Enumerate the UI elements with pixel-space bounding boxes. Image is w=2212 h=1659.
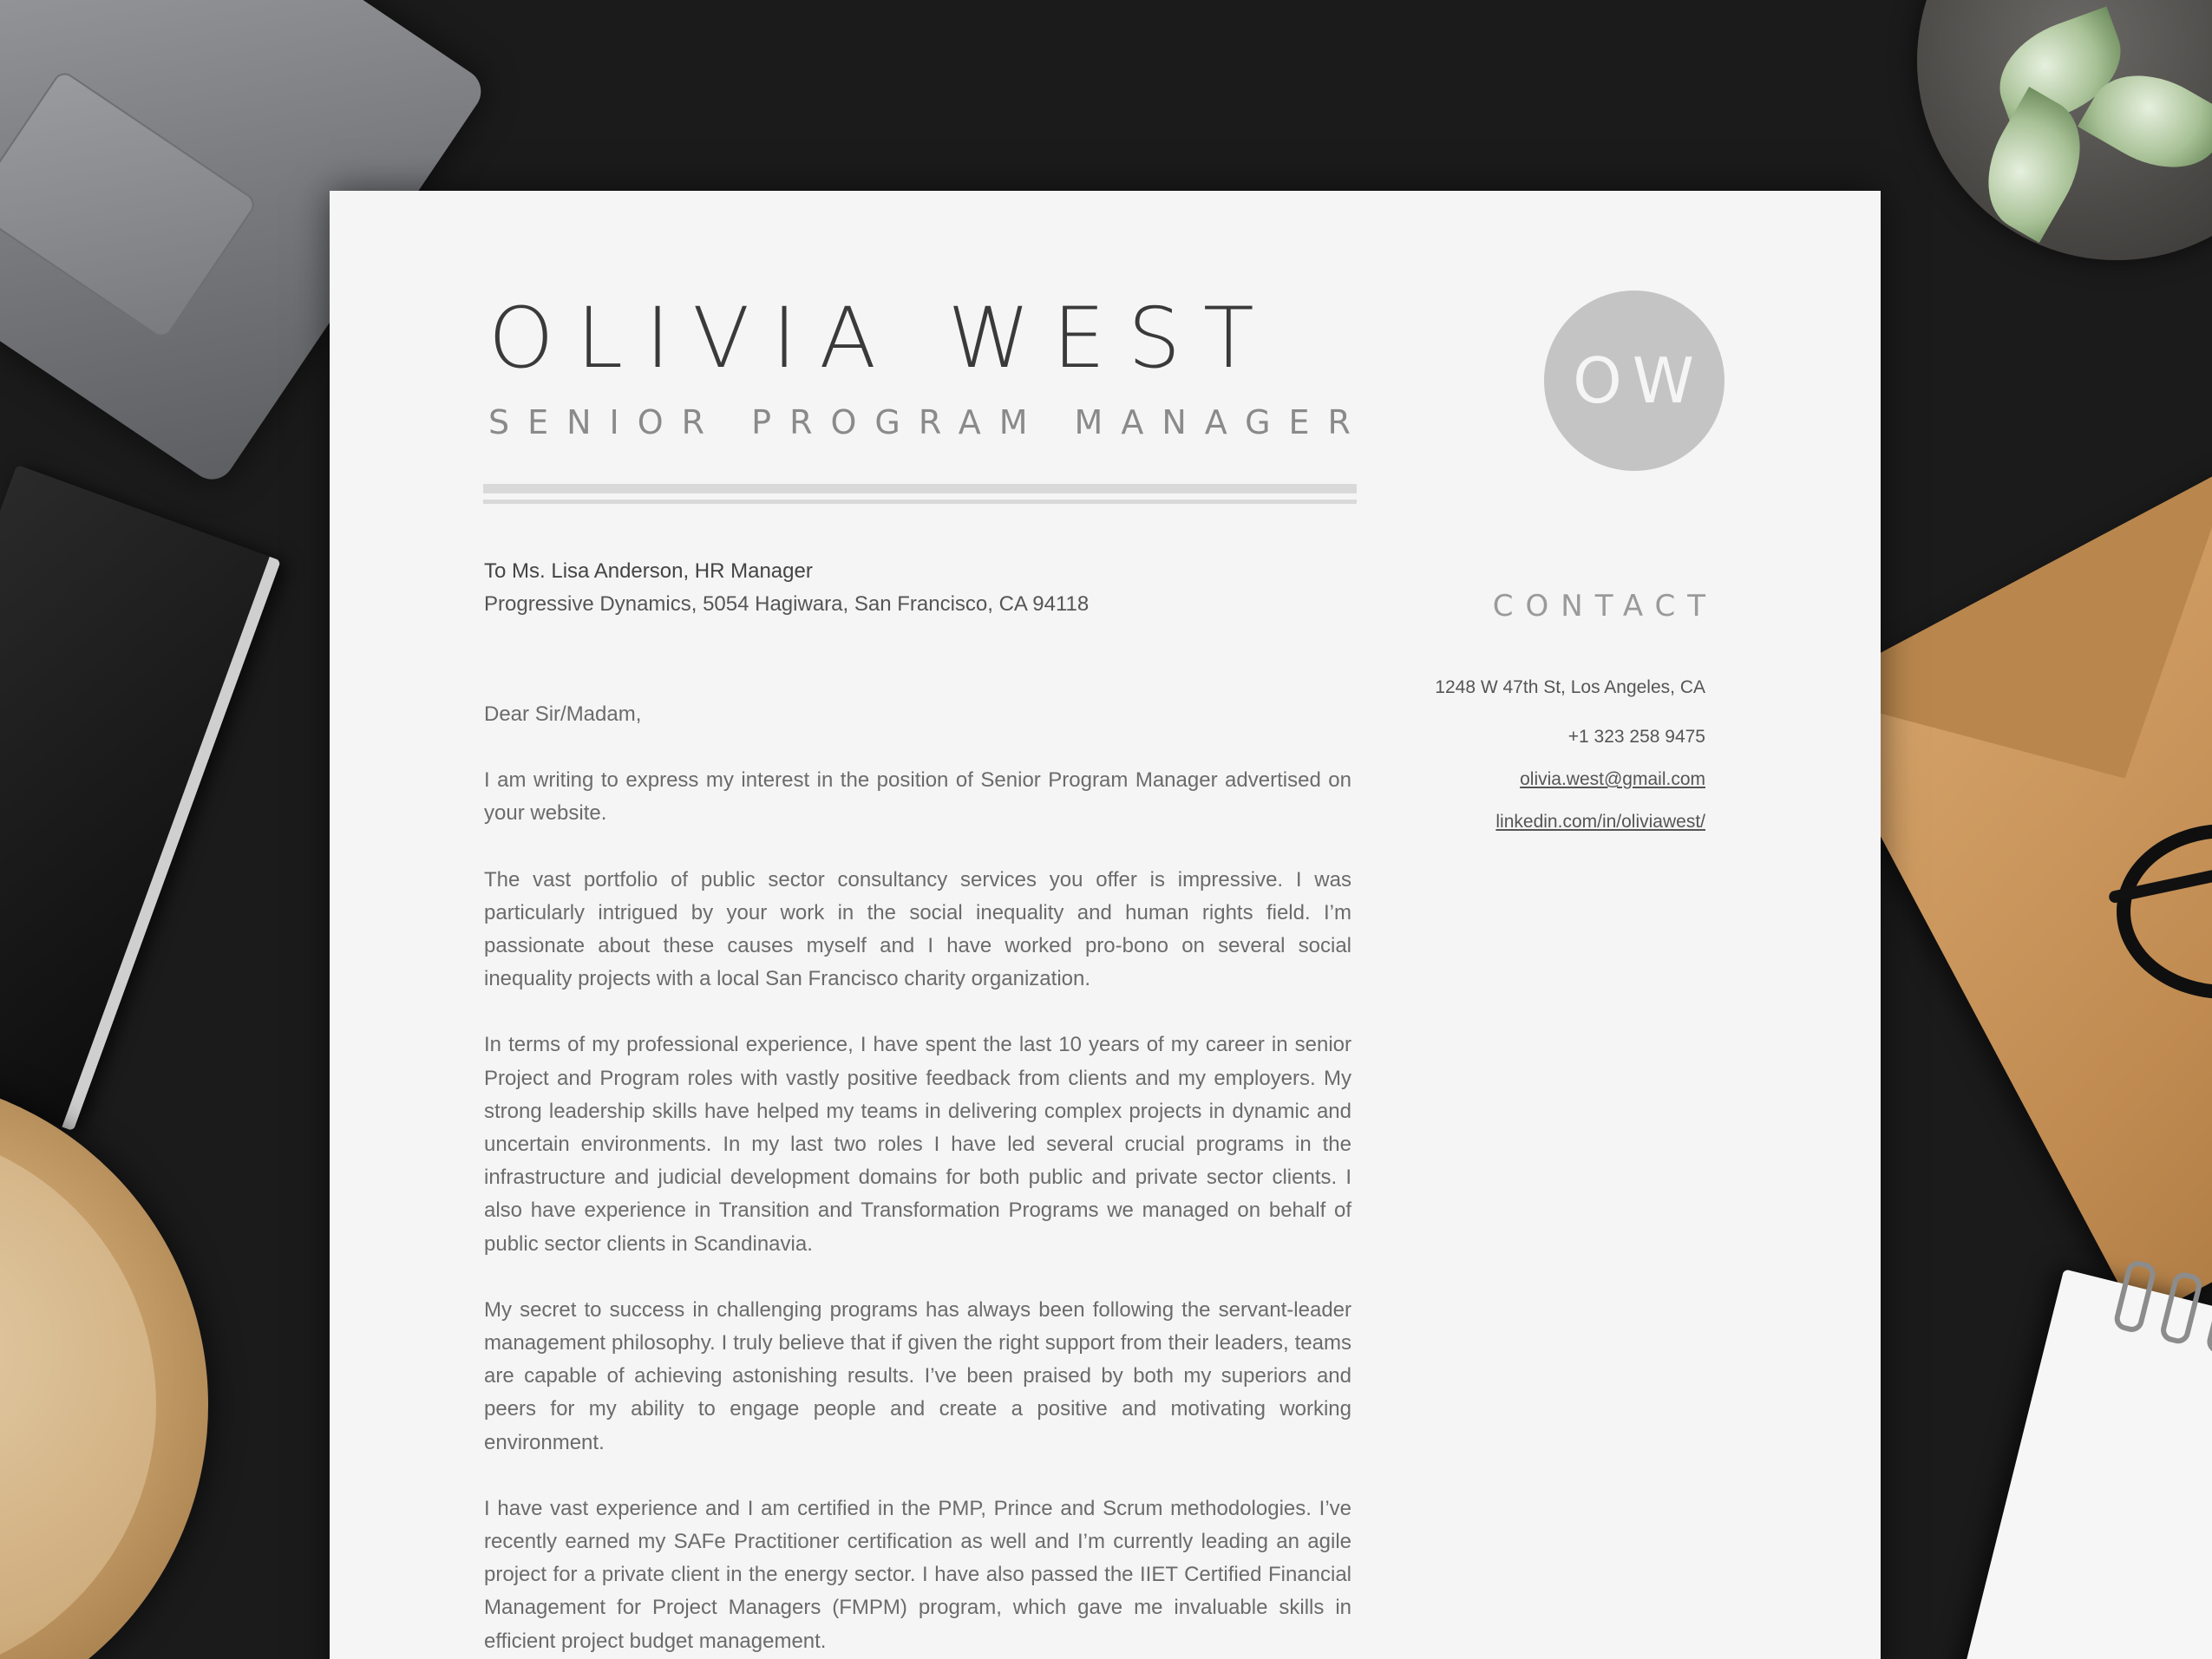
contact-phone: +1 323 258 9475 bbox=[1567, 727, 1705, 747]
header-divider-thin bbox=[483, 500, 1357, 504]
letter-paragraph: I have vast experience and I am certified in the PMP, Prince and Scrum methodologies. I’ve recently earned my SAFe Practitioner certification as well and I’m currently leading an agile project for a private client in the energy sector. I have also passed the IIET Certified Financial Management for Project Managers (FMPM) program, which gave me invaluable skills in efficient project budget management. bbox=[484, 1496, 1351, 1653]
header-divider-thick bbox=[483, 484, 1357, 493]
wooden-plate-decoration bbox=[0, 1075, 208, 1659]
recipient-address: Progressive Dynamics, 5054 Hagiwara, San Francisco, CA 94118 bbox=[484, 592, 1090, 616]
letter-paragraph: My secret to success in challenging programs has always been following the servant-leader management philosophy. I truly believe that if given the right support from their leaders, teams are capable of achieving astonishing results. I’ve been praised by both my superiors and peers for my ability to engage people and create a positive and motivating working environment. bbox=[484, 1297, 1351, 1454]
applicant-name: OLIVIA WEST bbox=[488, 290, 1277, 387]
contact-heading: CONTACT bbox=[1492, 589, 1718, 624]
spiral-ring bbox=[2204, 1282, 2212, 1358]
plant-leaf bbox=[1964, 87, 2104, 243]
contact-address: 1248 W 47th St, Los Angeles, CA bbox=[1435, 677, 1705, 697]
contact-list bbox=[1327, 666, 1705, 843]
monogram-initials: OW bbox=[1573, 344, 1705, 417]
letter-salutation: Dear Sir/Madam, bbox=[484, 702, 642, 726]
contact-linkedin-link[interactable]: linkedin.com/in/oliviawest/ bbox=[1495, 812, 1705, 832]
letter-paragraph: The vast portfolio of public sector consultancy services you offer is impressive. I was particularly intrigued by your work in the social inequality and human rights field. I’m passionate about these causes myself and I have worked pro-bono on several social inequality projects with a local San Francisco charity organization. bbox=[484, 867, 1351, 991]
letter-paragraph: In terms of my professional experience, I have spent the last 10 years of my career in senior Project and Program roles with vastly positive feedback from clients and my employers. My strong leadership skills have helped my teams in delivering complex projects in dynamic and uncertain environments. In my last two roles I have led several crucial programs in the infrastructure and judicial development domains for both public and private sector clients. I also have experience in Transition and Transformation Programs we managed on behalf of public sector clients in Scandinavia. bbox=[484, 1033, 1351, 1256]
recipient-name: To Ms. Lisa Anderson, HR Manager bbox=[484, 559, 813, 583]
spiral-notepad-decoration bbox=[1938, 1269, 2212, 1659]
cover-letter-page bbox=[330, 191, 1881, 1659]
laptop-trackpad bbox=[0, 69, 259, 341]
applicant-job-title: SENIOR PROGRAM MANAGER bbox=[488, 403, 1369, 441]
letter-paragraph: I am writing to express my interest in the position of Senior Program Manager advertised on your website. bbox=[484, 768, 1351, 826]
contact-email-link[interactable]: olivia.west@gmail.com bbox=[1520, 769, 1705, 789]
monogram-badge bbox=[1544, 291, 1724, 471]
plant-pot-decoration bbox=[1917, 0, 2212, 260]
recipient-block bbox=[484, 555, 1089, 621]
wooden-plate-inner bbox=[0, 1127, 156, 1659]
black-notebook-decoration bbox=[0, 465, 281, 1132]
letter-body bbox=[484, 698, 1351, 1659]
